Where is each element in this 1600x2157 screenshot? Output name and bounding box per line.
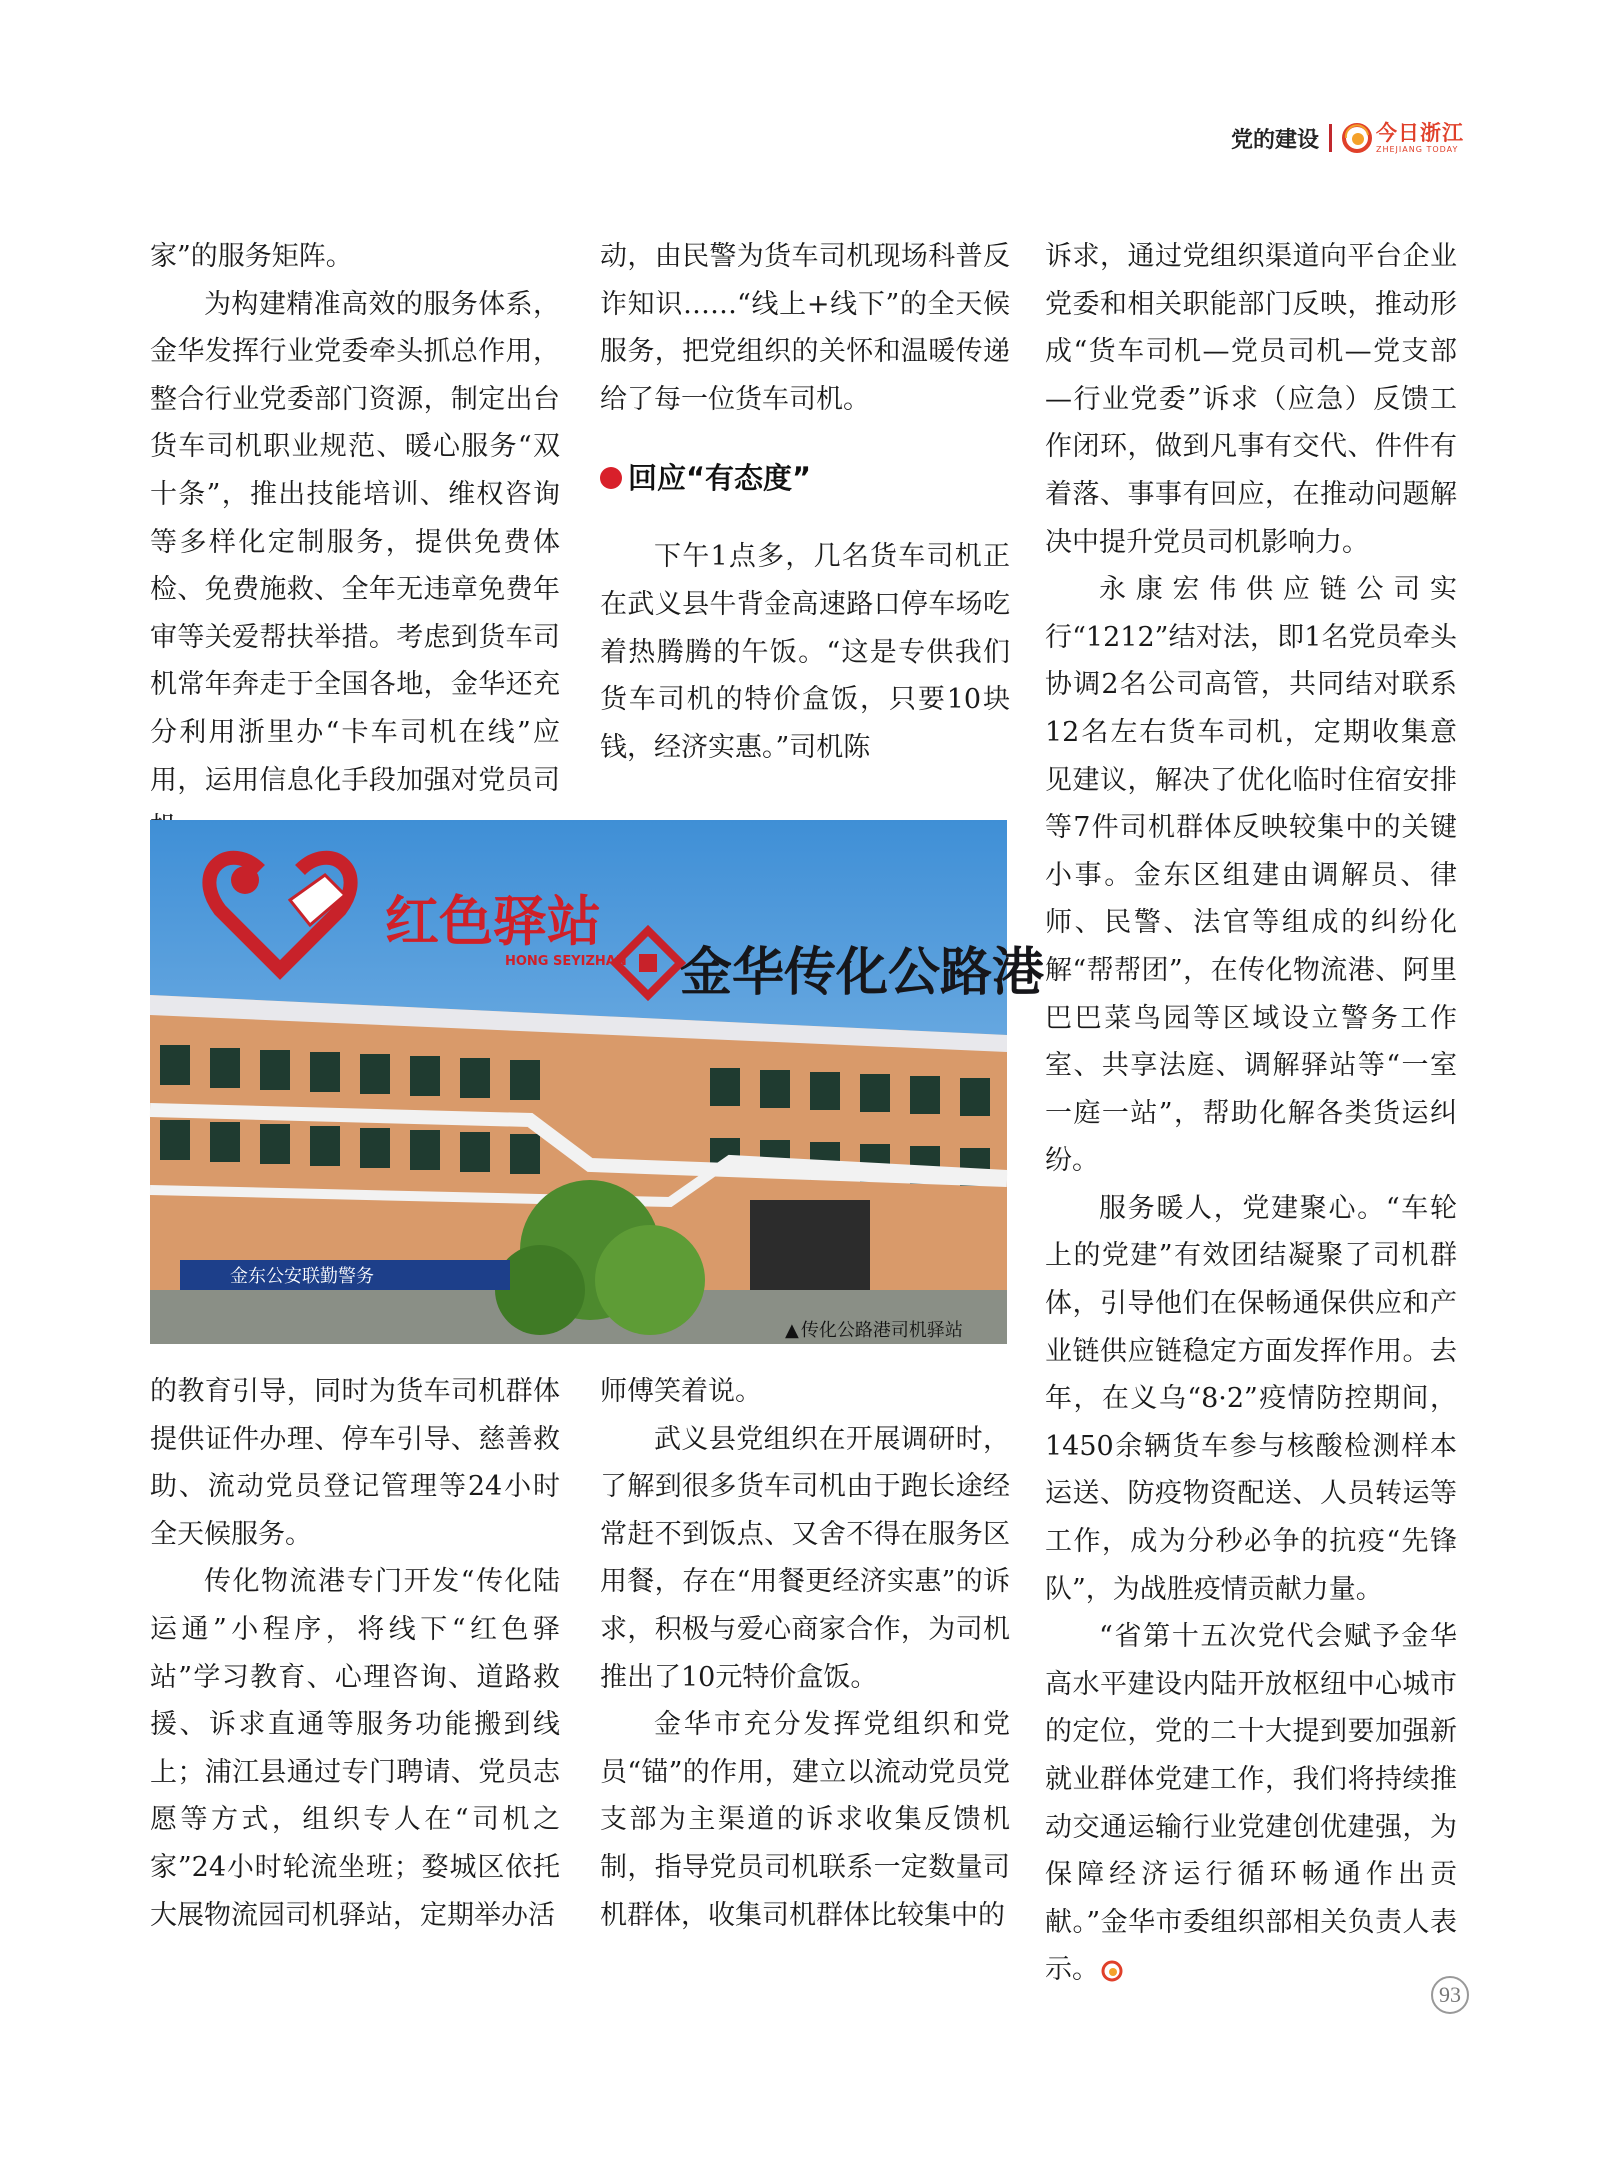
- brand-logo: [1342, 120, 1464, 154]
- paragraph: 传化物流港专门开发“传化陆运通”小程序，将线下“红色驿站”学习教育、心理咨询、道路救援、诉求直通等服务功能搬到线上；浦江县通过专门聘请、党员志愿等方式，组织专人在“司机之家”24小时轮流坐班；婺城区依托大展物流园司机驿站，定期举办活: [150, 1566, 560, 1931]
- column-2-top: [600, 233, 1010, 771]
- end-mark-icon: [1099, 1960, 1125, 1982]
- police-banner-text: 金东公安联勤警务: [230, 1266, 374, 1287]
- brand-name-en: ZHEJIANG TODAY: [1376, 144, 1459, 154]
- building-illustration: [150, 820, 1045, 1344]
- paragraph: 诉求，通过党组织渠道向平台企业党委和相关职能部门反映，推动形成“货车司机—党员司机—党支部—行业党委”诉求（应急）反馈工作闭环，做到凡事有交代、件件有着落、事事有回应，在推动问题解决中提升党员司机影响力。: [1045, 241, 1457, 558]
- paragraph: 的教育引导，同时为货车司机群体提供证件办理、停车引导、慈善救助、流动党员登记管理等24小时全天候服务。: [150, 1376, 560, 1550]
- sign-red-pinyin: HONG SEYIZHAN: [505, 954, 627, 969]
- paragraph: “省第十五次党代会赋予金华高水平建设内陆开放枢纽中心城市的定位，党的二十大提到要加强新就业群体党建工作，我们将持续推动交通运输行业党建创优建强，为保障经济运行循环畅通作出贡献。”金华市委组织部相关负责人表示。: [1045, 1621, 1457, 1986]
- brand-name: 今日浙江: [1376, 120, 1464, 145]
- brand-swirl-icon: [1342, 123, 1372, 153]
- sign-main-name: 金华传化公路港: [680, 943, 1045, 1003]
- subheading-text: 回应“有态度”: [628, 460, 812, 495]
- sign-red-station: 红色驿站: [385, 890, 601, 953]
- paragraph: 师傅笑着说。: [600, 1376, 762, 1407]
- page-header: [1231, 118, 1464, 158]
- header-divider: [1329, 124, 1332, 152]
- paragraph: 武义县党组织在开展调研时，了解到很多货车司机由于跑长途经常赶不到饭点、又舍不得在服务区用餐，存在“用餐更经济实惠”的诉求，积极与爱心商家合作，为司机推出了10元特价盒饭。: [600, 1423, 1010, 1693]
- paragraph: 为构建精准高效的服务体系，金华发挥行业党委牵头抓总作用，整合行业党委部门资源，制定出台货车司机职业规范、暖心服务“双十条”，推出技能培训、维权咨询等多样化定制服务，提供免费体检、免费施救、全年无违章免费年审等关爱帮扶举措。考虑到货车司机常年奔走于全国各地，金华还充分利用浙里办“卡车司机在线”应用，运用信息化手段加强对党员司: [150, 288, 560, 796]
- column-1-top: [150, 233, 560, 852]
- column-2-bottom: [600, 1368, 1010, 1939]
- column-1-bottom: [150, 1368, 560, 1939]
- paragraph: 家”的服务矩阵。: [150, 241, 353, 272]
- photo-caption: ▲ 传化公路港司机驿站: [785, 1320, 963, 1341]
- paragraph: 金华市充分发挥党组织和党员“锚”的作用，建立以流动党员党支部为主渠道的诉求收集反馈机制，指导党员司机联系一定数量司机群体，收集司机群体比较集中的: [600, 1709, 1010, 1931]
- paragraph: 动，由民警为货车司机现场科普反诈知识……“线上+线下”的全天候服务，把党组织的关怀和温暖传递给了每一位货车司机。: [600, 241, 1010, 415]
- page-number: 93: [1431, 1976, 1469, 2014]
- section-title: 党的建设: [1230, 127, 1319, 153]
- triangle-icon: ▲: [785, 1320, 799, 1341]
- red-dot-icon: [600, 467, 622, 489]
- paragraph: 下午1点多，几名货车司机正在武义县牛背金高速路口停车场吃着热腾腾的午饭。“这是专供我们货车司机的特价盒饭，只要10块钱，经济实惠。”司机陈: [600, 541, 1010, 763]
- photo-driver-station: [150, 820, 1045, 1344]
- paragraph: 永康宏伟供应链公司实行“1212”结对法，即1名党员牵头协调2名公司高管，共同结对联系12名左右货车司机，定期收集意见建议，解决了优化临时住宿安排等7件司机群体反映较集中的关键小事。金东区组建由调解员、律师、民警、法官等组成的纠纷化解“帮帮团”，在传化物流港、阿里巴巴菜鸟园等区域设立警务工作室、共享法庭、调解驿站等“一室一庭一站”，帮助化解各类货运纠纷。: [1045, 574, 1457, 1177]
- paragraph: 服务暖人，党建聚心。“车轮上的党建”有效团结凝聚了司机群体，引导他们在保畅通保供应和产业链供应链稳定方面发挥作用。去年，在义乌“8·2”疫情防控期间，1450余辆货车参与核酸检测样本运送、防疫物资配送、人员转运等工作，成为分秒必争的抗疫“先锋队”，为战胜疫情贡献力量。: [1045, 1192, 1457, 1605]
- column-3: [1045, 233, 1457, 1994]
- subheading: [600, 423, 1010, 533]
